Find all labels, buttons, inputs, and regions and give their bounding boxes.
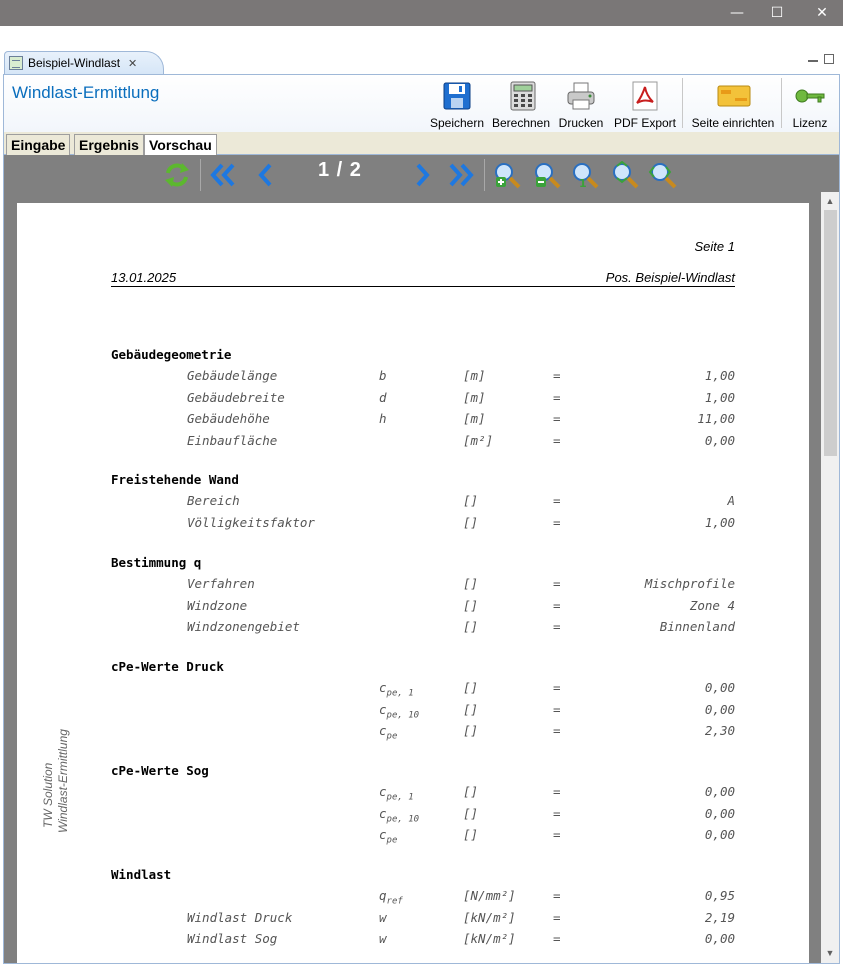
parameter-value: 1,00 bbox=[704, 389, 735, 405]
equals-sign: = bbox=[553, 888, 561, 903]
tab-eingabe[interactable]: Eingabe bbox=[6, 134, 70, 155]
pdf-export-button[interactable] bbox=[612, 79, 678, 131]
parameter-value: Mischprofile bbox=[644, 576, 735, 591]
page-indicator: 1 / 2 bbox=[318, 159, 362, 181]
parameter-value: 0,00 bbox=[704, 784, 735, 799]
zoom-out-icon[interactable] bbox=[532, 161, 562, 189]
parameter-symbol bbox=[379, 888, 403, 907]
parameter-value: 0,00 bbox=[704, 680, 735, 695]
parameter-unit: [] bbox=[463, 784, 479, 799]
equals-sign: = bbox=[553, 432, 561, 448]
symbol-base: d bbox=[379, 389, 387, 405]
parameter-name: Windzonengebiet bbox=[187, 619, 300, 634]
preview-navigation bbox=[4, 155, 839, 195]
calculator-sheet-icon bbox=[9, 56, 23, 70]
parameter-name: Einbaufläche bbox=[187, 432, 278, 448]
parameter-symbol bbox=[379, 784, 414, 803]
parameter-unit: [] bbox=[463, 805, 479, 821]
page-title: Windlast-Ermittlung bbox=[12, 83, 160, 102]
symbol-base: c bbox=[379, 680, 387, 695]
license-label: Lizenz bbox=[792, 116, 828, 130]
parameter-symbol bbox=[379, 680, 414, 699]
parameter-row bbox=[17, 576, 809, 594]
parameter-row bbox=[17, 784, 809, 802]
symbol-subscript: pe, 10 bbox=[386, 710, 420, 720]
last-page-icon[interactable] bbox=[446, 161, 476, 189]
first-page-icon[interactable] bbox=[208, 161, 238, 189]
calculate-label: Berechnen bbox=[491, 116, 551, 130]
parameter-value: 0,00 bbox=[704, 827, 735, 842]
equals-sign: = bbox=[553, 576, 561, 591]
preview-page bbox=[17, 203, 809, 963]
section-title: Gebäudegeometrie bbox=[111, 347, 232, 362]
parameter-unit: [] bbox=[463, 680, 479, 695]
parameter-row bbox=[17, 806, 809, 824]
parameter-value: A bbox=[727, 493, 735, 508]
zoom-fit-page-icon[interactable] bbox=[610, 161, 640, 189]
parameter-name: Gebäudebreite bbox=[187, 389, 285, 405]
symbol-base: c bbox=[379, 701, 387, 717]
nav-separator bbox=[200, 159, 201, 191]
parameter-value: 0,95 bbox=[704, 888, 735, 903]
parameter-unit: [m] bbox=[463, 411, 486, 426]
section-title: Windlast bbox=[111, 867, 172, 882]
equals-sign: = bbox=[553, 827, 561, 842]
parameter-unit: [] bbox=[463, 576, 479, 591]
zoom-in-icon[interactable] bbox=[492, 161, 522, 189]
parameter-unit: [] bbox=[463, 493, 479, 508]
toolbar-separator bbox=[682, 78, 683, 128]
parameter-unit: [m²] bbox=[463, 432, 494, 448]
page-setup-label: Seite einrichten bbox=[691, 116, 775, 130]
zoom-actual-size-icon[interactable] bbox=[570, 161, 600, 189]
parameter-value: 0,00 bbox=[704, 931, 735, 946]
parameter-symbol bbox=[379, 931, 387, 950]
equals-sign: = bbox=[553, 368, 561, 383]
symbol-base: c bbox=[379, 805, 387, 821]
printer-icon bbox=[566, 81, 596, 111]
parameter-value: 2,30 bbox=[704, 723, 735, 738]
parameter-unit: [] bbox=[463, 723, 479, 738]
document-date: 13.01.2025 bbox=[111, 270, 177, 285]
equals-sign: = bbox=[553, 514, 561, 530]
symbol-base: c bbox=[379, 784, 387, 799]
parameter-value: Zone 4 bbox=[689, 597, 735, 613]
header-rule bbox=[111, 286, 735, 287]
parameter-symbol bbox=[379, 390, 387, 409]
parameter-name: Bereich bbox=[187, 493, 240, 508]
tab-ergebnis[interactable]: Ergebnis bbox=[74, 134, 144, 155]
parameter-row bbox=[17, 723, 809, 741]
parameter-name: Windlast Druck bbox=[187, 909, 293, 925]
equals-sign: = bbox=[553, 723, 561, 738]
view-maximize-icon[interactable] bbox=[824, 54, 834, 64]
parameter-symbol bbox=[379, 411, 387, 430]
parameter-row bbox=[17, 515, 809, 533]
parameter-name: Völligkeitsfaktor bbox=[187, 514, 315, 530]
section-title: Bestimmung q bbox=[111, 555, 202, 570]
parameter-symbol bbox=[379, 702, 419, 721]
symbol-subscript: pe, 1 bbox=[386, 792, 414, 803]
parameter-row bbox=[17, 619, 809, 637]
parameter-unit: [kN/m²] bbox=[463, 909, 516, 925]
document-position: Pos. Beispiel-Windlast bbox=[605, 270, 735, 285]
refresh-icon[interactable] bbox=[162, 161, 192, 189]
parameter-row bbox=[17, 433, 809, 451]
parameter-unit: [N/mm²] bbox=[463, 888, 516, 903]
parameter-row bbox=[17, 598, 809, 616]
side-label-line1: TW Solution bbox=[41, 762, 55, 828]
parameter-value: 0,00 bbox=[704, 432, 735, 448]
symbol-subscript: ref bbox=[386, 896, 403, 907]
parameter-symbol bbox=[379, 723, 397, 742]
symbol-base: c bbox=[379, 827, 387, 842]
floppy-disk-icon bbox=[442, 81, 472, 111]
equals-sign: = bbox=[553, 784, 561, 799]
equals-sign: = bbox=[553, 493, 561, 508]
tab-vorschau[interactable]: Vorschau bbox=[144, 134, 217, 156]
equals-sign: = bbox=[553, 389, 561, 405]
equals-sign: = bbox=[553, 597, 561, 613]
parameter-row bbox=[17, 827, 809, 845]
preview-area bbox=[4, 155, 839, 963]
editor-tab-beispiel-windlast[interactable] bbox=[4, 51, 164, 74]
parameter-name: Gebäudelänge bbox=[187, 368, 278, 383]
previous-page-icon[interactable] bbox=[250, 161, 280, 189]
symbol-base: c bbox=[379, 723, 387, 738]
parameter-value: Binnenland bbox=[659, 619, 735, 634]
parameter-row bbox=[17, 680, 809, 698]
parameter-symbol bbox=[379, 806, 419, 825]
parameter-unit: [m] bbox=[463, 368, 486, 383]
symbol-subscript: pe, 10 bbox=[386, 814, 420, 824]
parameter-value: 0,00 bbox=[704, 701, 735, 717]
page-setup-button[interactable] bbox=[689, 79, 777, 131]
parameter-unit: [] bbox=[463, 514, 479, 530]
close-tab-icon[interactable]: ✕ bbox=[128, 57, 138, 70]
close-window-button[interactable]: ✕ bbox=[816, 5, 828, 21]
symbol-subscript: pe bbox=[386, 731, 398, 742]
parameter-symbol bbox=[379, 368, 387, 387]
section-title: cPe-Werte Sog bbox=[111, 763, 209, 778]
save-button[interactable] bbox=[428, 79, 486, 131]
parameter-name: Windlast Sog bbox=[187, 931, 278, 946]
print-label: Drucken bbox=[558, 116, 604, 130]
parameter-name: Windzone bbox=[187, 597, 248, 613]
zoom-fit-width-icon[interactable] bbox=[648, 161, 678, 189]
license-button[interactable] bbox=[788, 79, 832, 131]
parameter-symbol bbox=[379, 910, 387, 929]
scroll-up-icon[interactable]: ▲ bbox=[825, 196, 835, 206]
symbol-subscript: pe bbox=[386, 835, 398, 846]
minimize-button[interactable]: — bbox=[730, 5, 744, 21]
save-label: Speichern bbox=[429, 116, 485, 130]
print-button[interactable] bbox=[556, 79, 606, 131]
parameter-value: 1,00 bbox=[704, 514, 735, 530]
symbol-base: h bbox=[379, 411, 387, 426]
toolbar-separator bbox=[781, 78, 782, 128]
parameter-unit: [] bbox=[463, 619, 479, 634]
pdf-icon bbox=[630, 81, 660, 111]
parameter-unit: [] bbox=[463, 597, 479, 613]
equals-sign: = bbox=[553, 909, 561, 925]
parameter-row bbox=[17, 493, 809, 511]
parameter-row bbox=[17, 931, 809, 949]
symbol-subscript: pe, 1 bbox=[386, 688, 414, 699]
parameter-unit: [m] bbox=[463, 389, 486, 405]
editor-tab-label: Beispiel-Windlast bbox=[28, 56, 121, 70]
parameter-name: Verfahren bbox=[187, 576, 255, 591]
parameter-value: 0,00 bbox=[704, 805, 735, 821]
parameter-row bbox=[17, 411, 809, 429]
parameter-name: Gebäudehöhe bbox=[187, 411, 270, 426]
vertical-scrollbar[interactable] bbox=[821, 192, 839, 963]
scroll-thumb[interactable] bbox=[824, 210, 837, 456]
calculate-button[interactable] bbox=[492, 79, 550, 131]
symbol-base: w bbox=[379, 931, 387, 946]
nav-separator bbox=[484, 159, 485, 191]
page-number-label: Seite 1 bbox=[694, 239, 735, 254]
parameter-unit: [kN/m²] bbox=[463, 931, 516, 946]
calculator-icon bbox=[508, 81, 538, 111]
equals-sign: = bbox=[553, 680, 561, 695]
parameter-symbol bbox=[379, 827, 397, 846]
parameter-row bbox=[17, 910, 809, 928]
next-page-icon[interactable] bbox=[408, 161, 438, 189]
page-setup-card-icon bbox=[717, 85, 751, 107]
parameter-value: 2,19 bbox=[704, 909, 735, 925]
symbol-base: w bbox=[379, 909, 387, 925]
editor-tabbar bbox=[0, 48, 843, 74]
equals-sign: = bbox=[553, 619, 561, 634]
pdf-export-label: PDF Export bbox=[613, 116, 676, 130]
equals-sign: = bbox=[553, 701, 561, 717]
svg-text:1: 1 bbox=[579, 177, 587, 189]
symbol-base: b bbox=[379, 368, 387, 383]
window-titlebar bbox=[0, 0, 843, 26]
equals-sign: = bbox=[553, 411, 561, 426]
key-icon bbox=[794, 87, 826, 105]
section-title: cPe-Werte Druck bbox=[111, 659, 224, 674]
symbol-base: q bbox=[379, 888, 387, 903]
section-title: Freistehende Wand bbox=[111, 472, 239, 487]
maximize-button[interactable]: ☐ bbox=[770, 5, 784, 21]
view-minimize-icon[interactable] bbox=[808, 56, 818, 62]
equals-sign: = bbox=[553, 931, 561, 946]
equals-sign: = bbox=[553, 805, 561, 821]
parameter-unit: [] bbox=[463, 701, 479, 717]
scroll-down-icon[interactable]: ▼ bbox=[825, 948, 835, 958]
parameter-unit: [] bbox=[463, 827, 479, 842]
parameter-value: 1,00 bbox=[704, 368, 735, 383]
parameter-row bbox=[17, 702, 809, 720]
parameter-row bbox=[17, 390, 809, 408]
parameter-row bbox=[17, 888, 809, 906]
parameter-value: 11,00 bbox=[697, 411, 735, 426]
view-tabs bbox=[4, 132, 839, 155]
editor-header bbox=[4, 75, 839, 132]
parameter-row bbox=[17, 368, 809, 386]
side-label-line2: Windlast-Ermittlung bbox=[56, 729, 70, 833]
